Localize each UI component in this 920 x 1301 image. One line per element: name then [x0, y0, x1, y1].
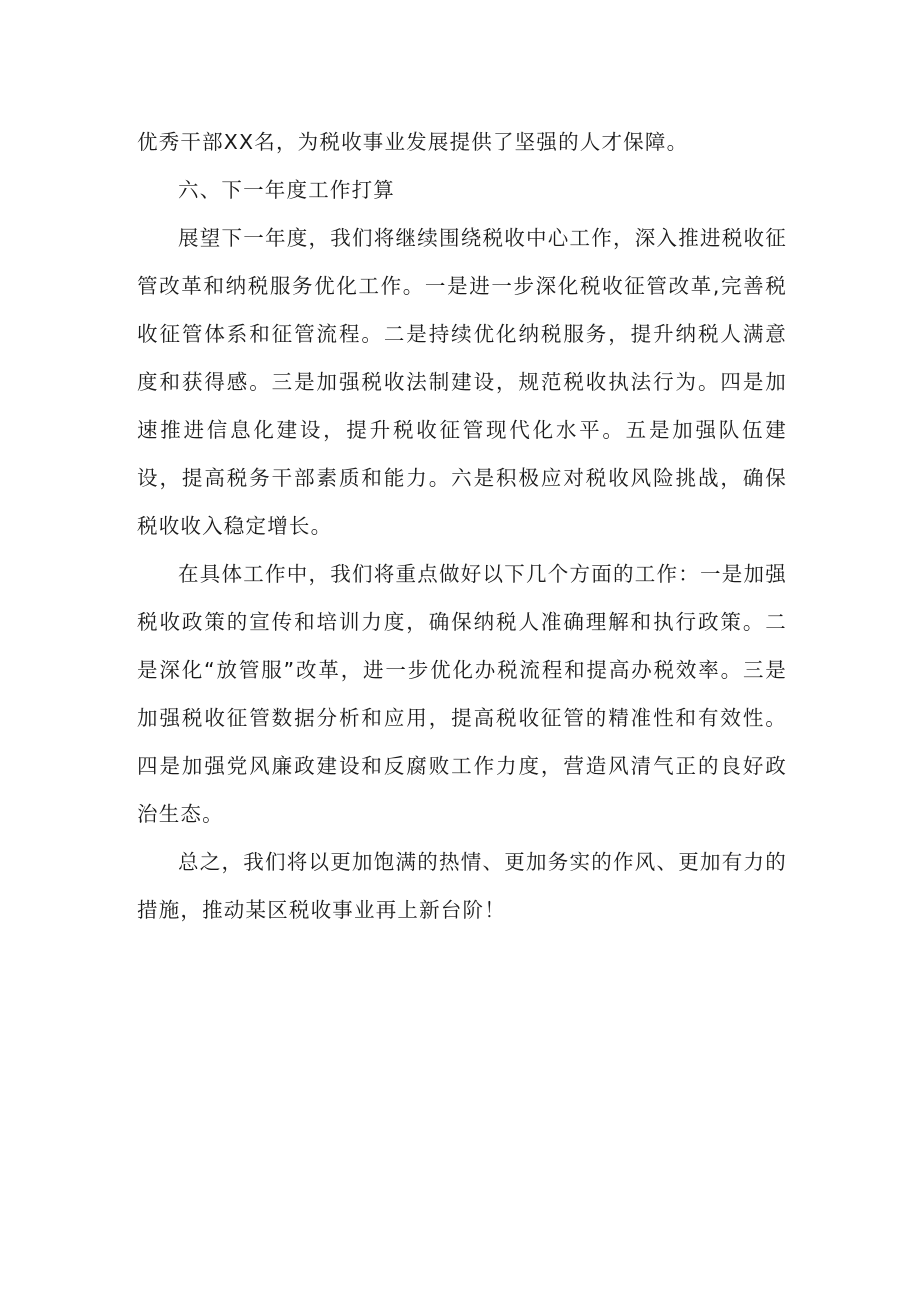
paragraph-continuation: 优秀干部XX名，为税收事业发展提供了坚强的人才保障。 — [137, 130, 689, 154]
paragraph-outlook: 展望下一年度，我们将继续围绕税收中心工作，深入推进税收征管改革和纳税服务优化工作。一是进一步深化税收征管改革,完善税收征管体系和征管流程。二是持续优化纳税服务，提升纳税人满意度和获得感。三是加强税收法制建设，规范税收执法行为。四是加速推进信息化建设，提升税收征管现代化水平。五是加强队伍建设，提高税务干部素质和能力。六是积极应对税收风险挑战，确保税收收入稳定增长。 — [137, 226, 787, 538]
paragraph-conclusion: 总之，我们将以更加饱满的热情、更加务实的作风、更加有力的措施，推动某区税收事业再上新台阶！ — [137, 850, 787, 922]
paragraph-specific-work: 在具体工作中，我们将重点做好以下几个方面的工作：一是加强税收政策的宣传和培训力度，确保纳税人准确理解和执行政策。二是深化“放管服”改革，进一步优化办税流程和提高办税效率。三是加强税收征管数据分析和应用，提高税收征管的精准性和有效性。四是加强党风廉政建设和反腐败工作力度，营造风清气正的良好政治生态。 — [137, 562, 787, 826]
section-heading: 六、下一年度工作打算 — [178, 178, 395, 202]
document-body — [137, 118, 787, 934]
